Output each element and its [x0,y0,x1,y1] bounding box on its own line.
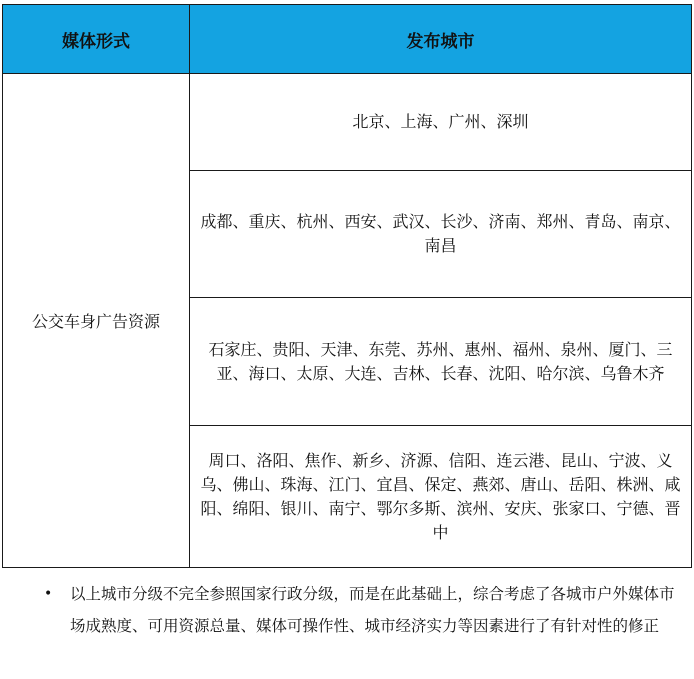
bullet-icon: • [44,586,53,602]
footnote [44,578,684,642]
city-tier-3: 石家庄、贵阳、天津、东莞、苏州、惠州、福州、泉州、厦门、三亚、海口、太原、大连、吉林、长春、沈阳、哈尔滨、乌鲁木齐 [190,298,692,426]
header-media-type: 媒体形式 [3,5,190,74]
footnote-text: 以上城市分级不完全参照国家行政分级，而是在此基础上，综合考虑了各城市户外媒体市场成熟度、可用资源总量、媒体可操作性、城市经济实力等因素进行了有针对性的修正 [70,585,675,635]
media-type-cell: 公交车身广告资源 [3,74,190,568]
city-tier-4: 周口、洛阳、焦作、新乡、济源、信阳、连云港、昆山、宁波、义乌、佛山、珠海、江门、宜昌、保定、燕郊、唐山、岳阳、株洲、咸阳、绵阳、银川、南宁、鄂尔多斯、滨州、安庆、张家口、宁德、晋中 [190,426,692,568]
table-row [3,74,692,171]
city-tier-2: 成都、重庆、杭州、西安、武汉、长沙、济南、郑州、青岛、南京、南昌 [190,171,692,298]
header-publish-cities: 发布城市 [190,5,692,74]
media-city-table [2,4,692,568]
table-header-row [3,5,692,74]
city-tier-1: 北京、上海、广州、深圳 [190,74,692,171]
